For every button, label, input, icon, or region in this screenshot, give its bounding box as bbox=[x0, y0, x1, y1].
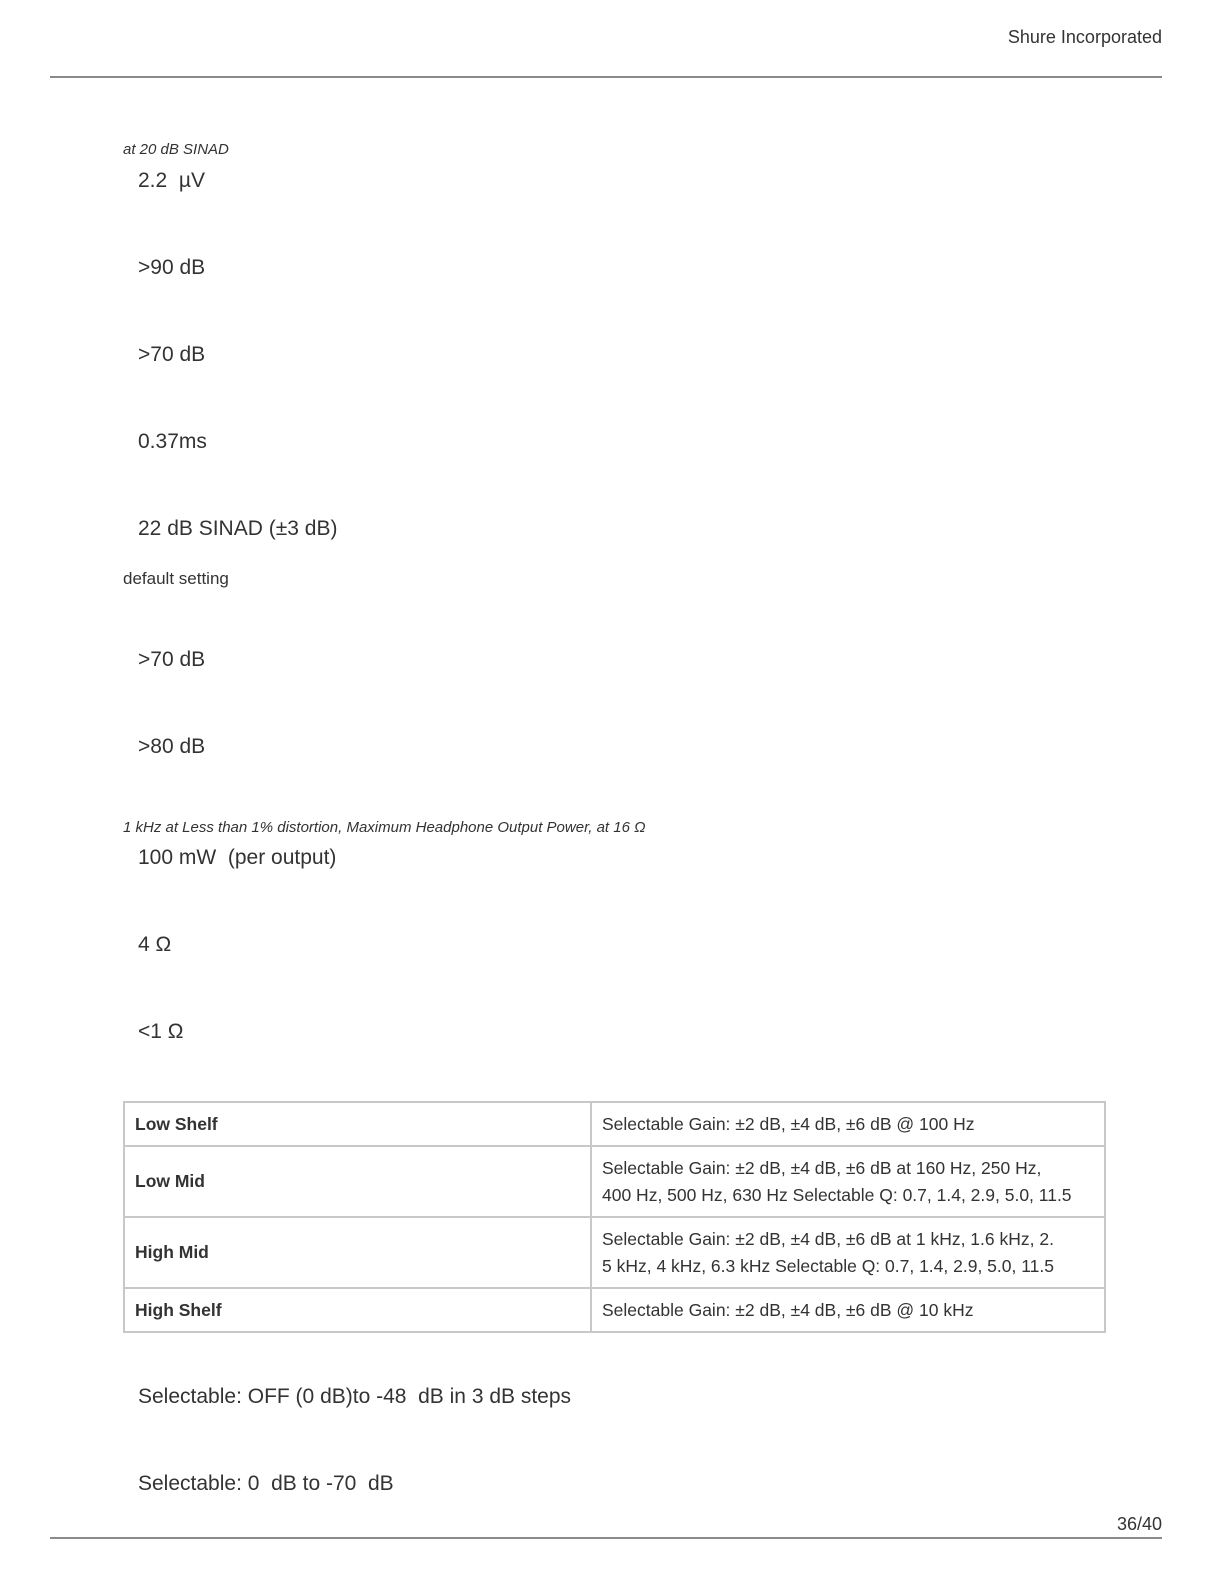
spec-value: 4 Ω bbox=[138, 933, 172, 956]
table-row bbox=[124, 1217, 1105, 1288]
table-row bbox=[124, 1146, 1105, 1217]
eq-band-description: Selectable Gain: ±2 dB, ±4 dB, ±6 dB @ 10 kHz bbox=[591, 1288, 1105, 1332]
sensitivity-value: 2.2 µV bbox=[138, 169, 205, 192]
spec-value: >90 dB bbox=[138, 256, 206, 279]
table-row bbox=[124, 1102, 1105, 1146]
eq-band-description: Selectable Gain: ±2 dB, ±4 dB, ±6 dB @ 100 Hz bbox=[591, 1102, 1105, 1146]
page-number: 36/40 bbox=[1116, 1514, 1162, 1534]
eq-band-label: High Shelf bbox=[124, 1288, 591, 1332]
spec-value: <1 Ω bbox=[138, 1020, 184, 1043]
eq-band-label: High Mid bbox=[124, 1217, 591, 1288]
headphone-output-note: 1 kHz at Less than 1% distortion, Maximum Headphone Output Power, at 16 Ω bbox=[123, 819, 646, 836]
table-row bbox=[124, 1288, 1105, 1332]
eq-description-line: 5 kHz, 4 kHz, 6.3 kHz Selectable Q: 0.7, 1.4, 2.9, 5.0, 11.5 bbox=[602, 1255, 1054, 1276]
equalizer-table bbox=[123, 1101, 1106, 1333]
header-company-name: Shure Incorporated bbox=[1007, 27, 1162, 47]
eq-band-description bbox=[591, 1217, 1105, 1288]
footer-divider bbox=[50, 1537, 1162, 1539]
sensitivity-note: at 20 dB SINAD bbox=[123, 141, 229, 158]
eq-band-label: Low Mid bbox=[124, 1146, 591, 1217]
spec-value: Selectable: 0 dB to -70 dB bbox=[138, 1472, 394, 1495]
spec-value: >80 dB bbox=[138, 735, 206, 758]
spec-value: 22 dB SINAD (±3 dB) bbox=[138, 517, 338, 540]
spec-value: Selectable: OFF (0 dB)to -48 dB in 3 dB steps bbox=[138, 1385, 572, 1408]
spec-value: >70 dB bbox=[138, 648, 206, 671]
header-divider bbox=[50, 76, 1162, 78]
eq-description-line: Selectable Gain: ±2 dB, ±4 dB, ±6 dB at 1 kHz, 1.6 kHz, 2. bbox=[602, 1228, 1054, 1249]
spec-value: 0.37ms bbox=[138, 430, 207, 453]
eq-band-description bbox=[591, 1146, 1105, 1217]
eq-description-line: Selectable Gain: ±2 dB, ±4 dB, ±6 dB at 160 Hz, 250 Hz, bbox=[602, 1157, 1042, 1178]
eq-band-label: Low Shelf bbox=[124, 1102, 591, 1146]
default-setting-note: default setting bbox=[123, 569, 229, 588]
headphone-output-value: 100 mW (per output) bbox=[138, 846, 337, 869]
eq-description-line: 400 Hz, 500 Hz, 630 Hz Selectable Q: 0.7, 1.4, 2.9, 5.0, 11.5 bbox=[602, 1184, 1072, 1205]
spec-value: >70 dB bbox=[138, 343, 206, 366]
